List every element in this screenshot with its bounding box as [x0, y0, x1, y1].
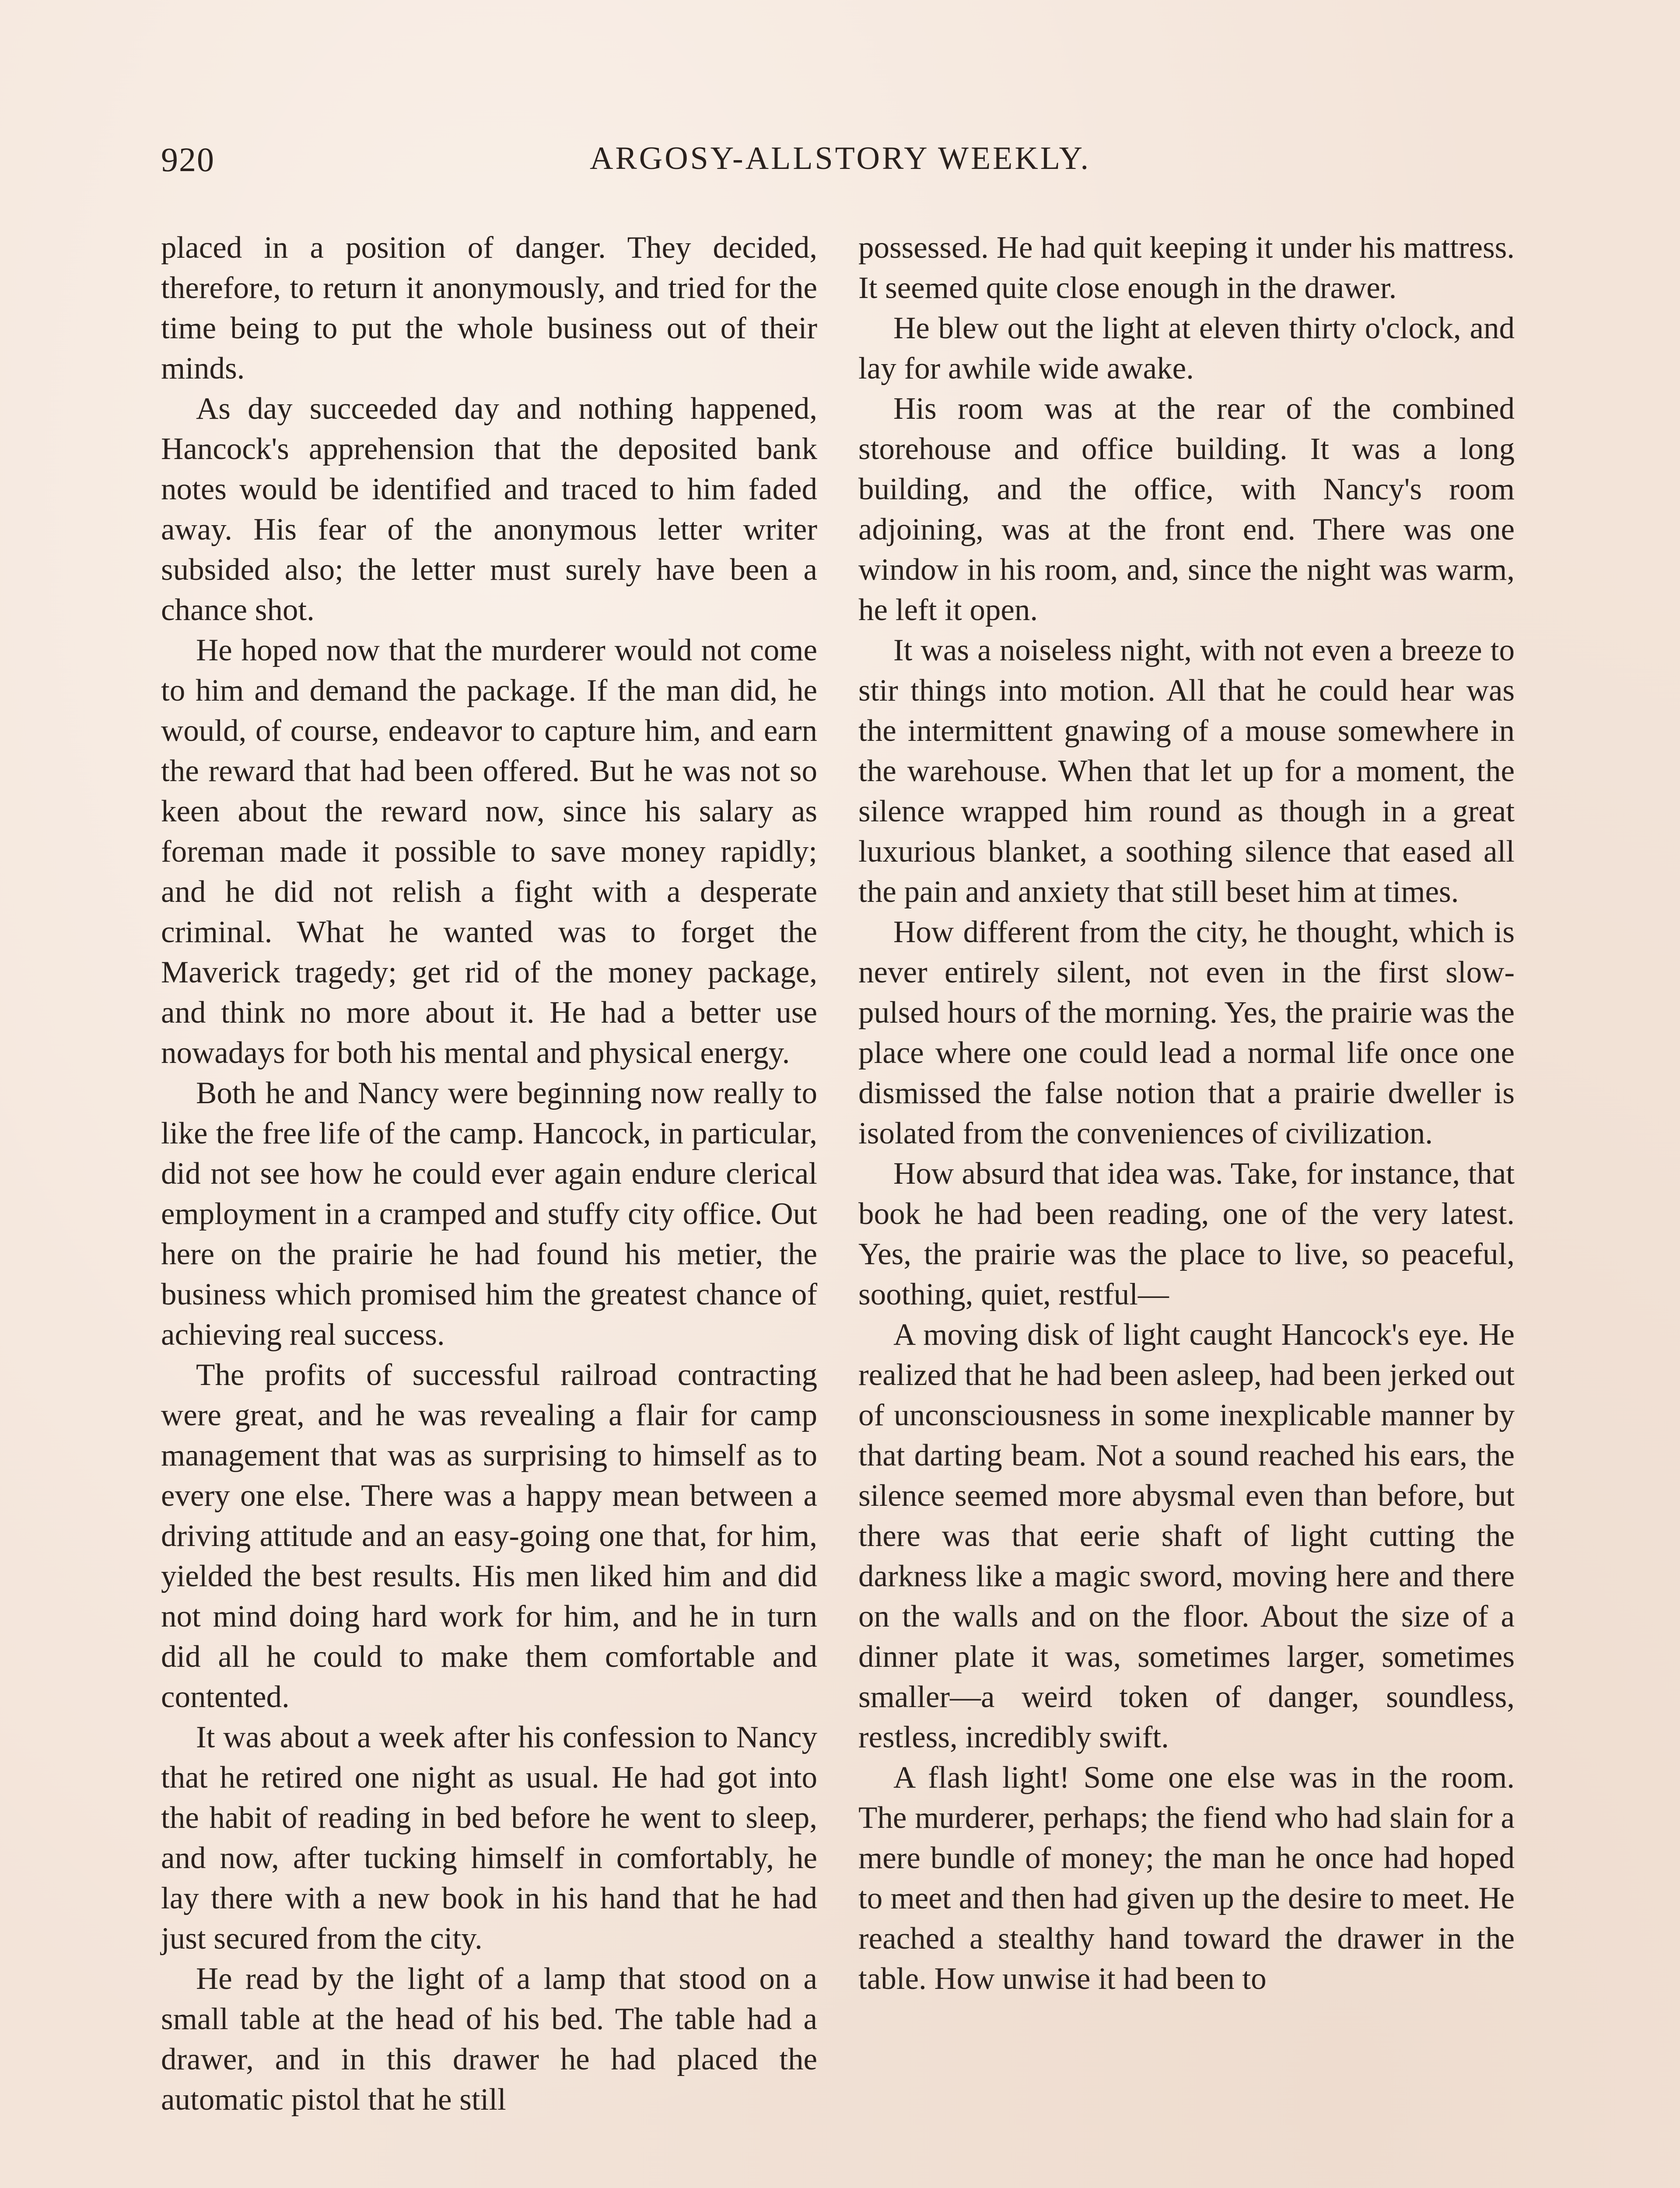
page-number: 920 [161, 140, 215, 179]
paragraph: His room was at the rear of the combined storehouse and office building. It was a long building, and the office, with Nancy's room adjoining, was at the front end. There was one window in his room, and, since the night was warm, he left it open. [858, 392, 1515, 627]
paragraph: A flash light! Some one else was in the room. The murderer, perhaps; the fiend who had slain for a mere bundle of money; the man he once had hoped to meet and then had given up the desire to meet. He reached a stealthy hand toward the drawer in the table. How unwise it had been to [858, 1760, 1515, 1996]
paragraph: The profits of successful railroad contracting were great, and he was revealing a flair for camp management that was as surprising to himself as to every one else. There was a happy mean between a driving attitude and an easy-going one that, for him, yielded the best results. His men liked him and did not mind doing hard work for him, and he in turn did all he could to make them comfortable and contented. [161, 1358, 817, 1714]
paragraph: How absurd that idea was. Take, for instance, that book he had been reading, one of the very latest. Yes, the prairie was the place to live, so peaceful, soothing, quiet, restful— [858, 1157, 1515, 1311]
page-header [161, 140, 1519, 193]
paragraph: Both he and Nancy were beginning now really to like the free life of the camp. Hancock, in particular, did not see how he could ever again endure clerical employment in a cramped and stuffy city office. Out here on the prairie he had found his metier, the business which promised him the greatest chance of achieving real success. [161, 1076, 817, 1352]
paragraph: It was about a week after his confession to Nancy that he retired one night as usual. He had got into the habit of reading in bed before he went to sleep, and now, after tucking himself in comfortably, he lay there with a new book in his hand that he had just secured from the city. [161, 1720, 817, 1956]
paragraph: placed in a position of danger. They decided, therefore, to return it anonymously, and tried for the time being to put the whole business out of their minds. [161, 231, 817, 386]
left-column [161, 228, 817, 2120]
paragraph: He blew out the light at eleven thirty o'clock, and lay for awhile wide awake. [858, 311, 1515, 386]
paragraph: He hoped now that the murderer would not come to him and demand the package. If the man did, he would, of course, endeavor to capture him, and earn the reward that had been offered. But he was not so keen about the reward now, since his salary as foreman made it possible to save money rapidly; and he did not relish a fight with a desperate criminal. What he wanted was to forget the Maverick tragedy; get rid of the money package, and think no more about it. He had a better use nowadays for both his mental and physical energy. [161, 633, 817, 1070]
paragraph: How different from the city, he thought, which is never entirely silent, not even in the first slow-pulsed hours of the morning. Yes, the prairie was the place where one could lead a normal life once one dismissed the false notion that a prairie dweller is isolated from the conveniences of civilization. [858, 915, 1515, 1150]
paragraph: A moving disk of light caught Hancock's eye. He realized that he had been asleep, had been jerked out of unconsciousness in some inexplicable manner by that darting beam. Not a sound reached his ears, the silence seemed more abysmal even than before, but there was that eerie shaft of light cutting the darkness like a magic sword, moving here and there on the walls and on the floor. About the size of a dinner plate it was, sometimes larger, sometimes smaller—a weird token of danger, soundless, restless, incredibly swift. [858, 1318, 1515, 1754]
paragraph: It was a noiseless night, with not even a breeze to stir things into motion. All that he could hear was the intermittent gnawing of a mouse somewhere in the warehouse. When that let up for a moment, the silence wrapped him round as though in a great luxurious blanket, a soothing silence that eased all the pain and anxiety that still beset him at times. [858, 633, 1515, 909]
paragraph: He read by the light of a lamp that stood on a small table at the head of his bed. The table had a drawer, and in this drawer he had placed the automatic pistol that he still [161, 1962, 817, 2117]
running-head: ARGOSY-ALLSTORY WEEKLY. [589, 140, 1091, 176]
paragraph: As day succeeded day and nothing happened, Hancock's apprehension that the deposited bank notes would be identified and traced to him faded away. His fear of the anonymous letter writer subsided also; the letter must surely have been a chance shot. [161, 392, 817, 627]
right-column [858, 228, 1515, 1999]
paragraph: possessed. He had quit keeping it under his mattress. It seemed quite close enough in the drawer. [858, 231, 1515, 305]
